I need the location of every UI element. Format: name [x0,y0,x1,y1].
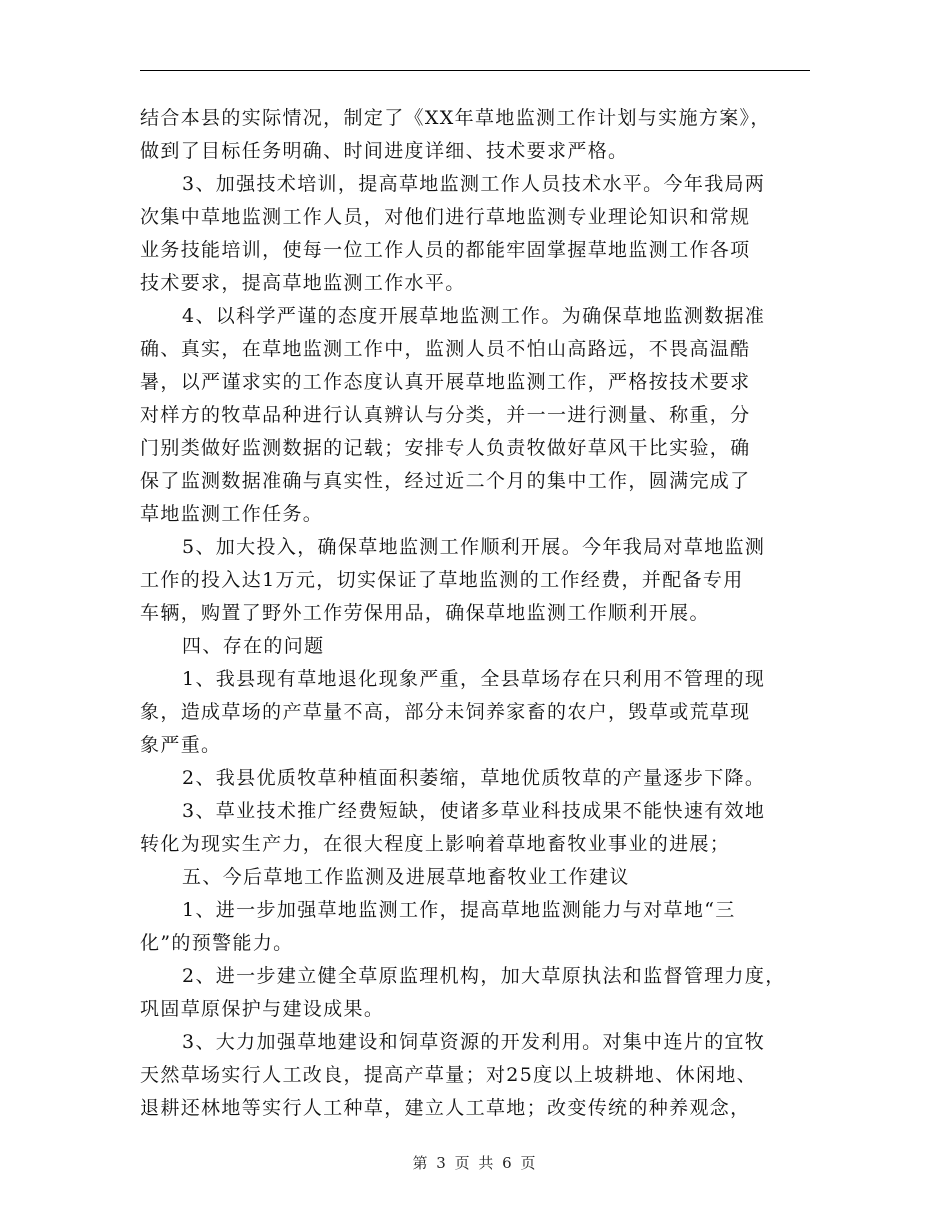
text-line: 结合本县的实际情况，制定了《XX年草地监测工作计划与实施方案》， [140,107,771,129]
page-footer: 第 3 页 共 6 页 [412,1154,538,1172]
text-line: 象，造成草场的产草量不高，部分未饲养家畜的农户，毁草或荒草现 [140,701,751,723]
text-line: 技术要求，提高草地监测工作水平。 [140,272,466,294]
text-line: 工作的投入达1万元，切实保证了草地监测的工作经费，并配备专用 [140,569,744,591]
text-line: 对样方的牧草品种进行认真辨认与分类，并一一进行测量、称重，分 [140,404,751,426]
text-line: 3、草业技术推广经费短缺，使诸多草业科技成果不能快速有效地 [182,800,766,822]
text-line: 草地监测工作任务。 [140,503,324,525]
text-line: 次集中草地监测工作人员，对他们进行草地监测专业理论知识和常规 [140,206,751,228]
text-line: 2、进一步建立健全草原监理机构，加大草原执法和监督管理力度， [182,965,786,987]
text-line: 象严重。 [140,734,222,756]
text-line: 门别类做好监测数据的记载；安排专人负责牧做好草风干比实验，确 [140,437,751,459]
text-line: 3、加强技术培训，提高草地监测工作人员技术水平。今年我局两 [182,173,766,195]
text-line: 做到了目标任务明确、时间进度详细、技术要求严格。 [140,140,629,162]
text-line: 业务技能培训，使每一位工作人员的都能牢固掌握草地监测工作各项 [140,239,751,261]
body-text [140,102,810,1125]
text-line: 保了监测数据准确与真实性，经过近二个月的集中工作，圆满完成了 [140,470,751,492]
text-line: 四、存在的问题 [182,635,325,657]
text-line: 1、我县现有草地退化现象严重，全县草场存在只利用不管理的现 [182,668,766,690]
text-line: 化”的预警能力。 [140,932,294,954]
text-line: 3、大力加强草地建设和饲草资源的开发利用。对集中连片的宜牧 [182,1031,766,1053]
text-line: 确、真实，在草地监测工作中，监测人员不怕山高路远，不畏高温酷 [140,338,751,360]
text-line: 1、进一步加强草地监测工作，提高草地监测能力与对草地“三 [182,899,736,921]
text-line: 五、今后草地工作监测及进展草地畜牧业工作建议 [182,866,630,888]
text-line: 2、我县优质牧草种植面积萎缩，草地优质牧草的产量逐步下降。 [182,767,766,789]
text-line: 5、加大投入，确保草地监测工作顺利开展。今年我局对草地监测 [182,536,766,558]
text-line: 暑，以严谨求实的工作态度认真开展草地监测工作，严格按技术要求 [140,371,751,393]
text-line: 巩固草原保护与建设成果。 [140,998,385,1020]
header-rule [140,70,810,71]
text-line: 天然草场实行人工改良，提高产草量；对25度以上坡耕地、休闲地、 [140,1064,758,1086]
text-line: 转化为现实生产力，在很大程度上影响着草地畜牧业事业的进展； [140,833,731,855]
text-line: 退耕还林地等实行人工种草，建立人工草地；改变传统的种养观念， [140,1097,751,1119]
text-line: 车辆，购置了野外工作劳保用品，确保草地监测工作顺利开展。 [140,602,710,624]
text-line: 4、以科学严谨的态度开展草地监测工作。为确保草地监测数据准 [182,305,766,327]
